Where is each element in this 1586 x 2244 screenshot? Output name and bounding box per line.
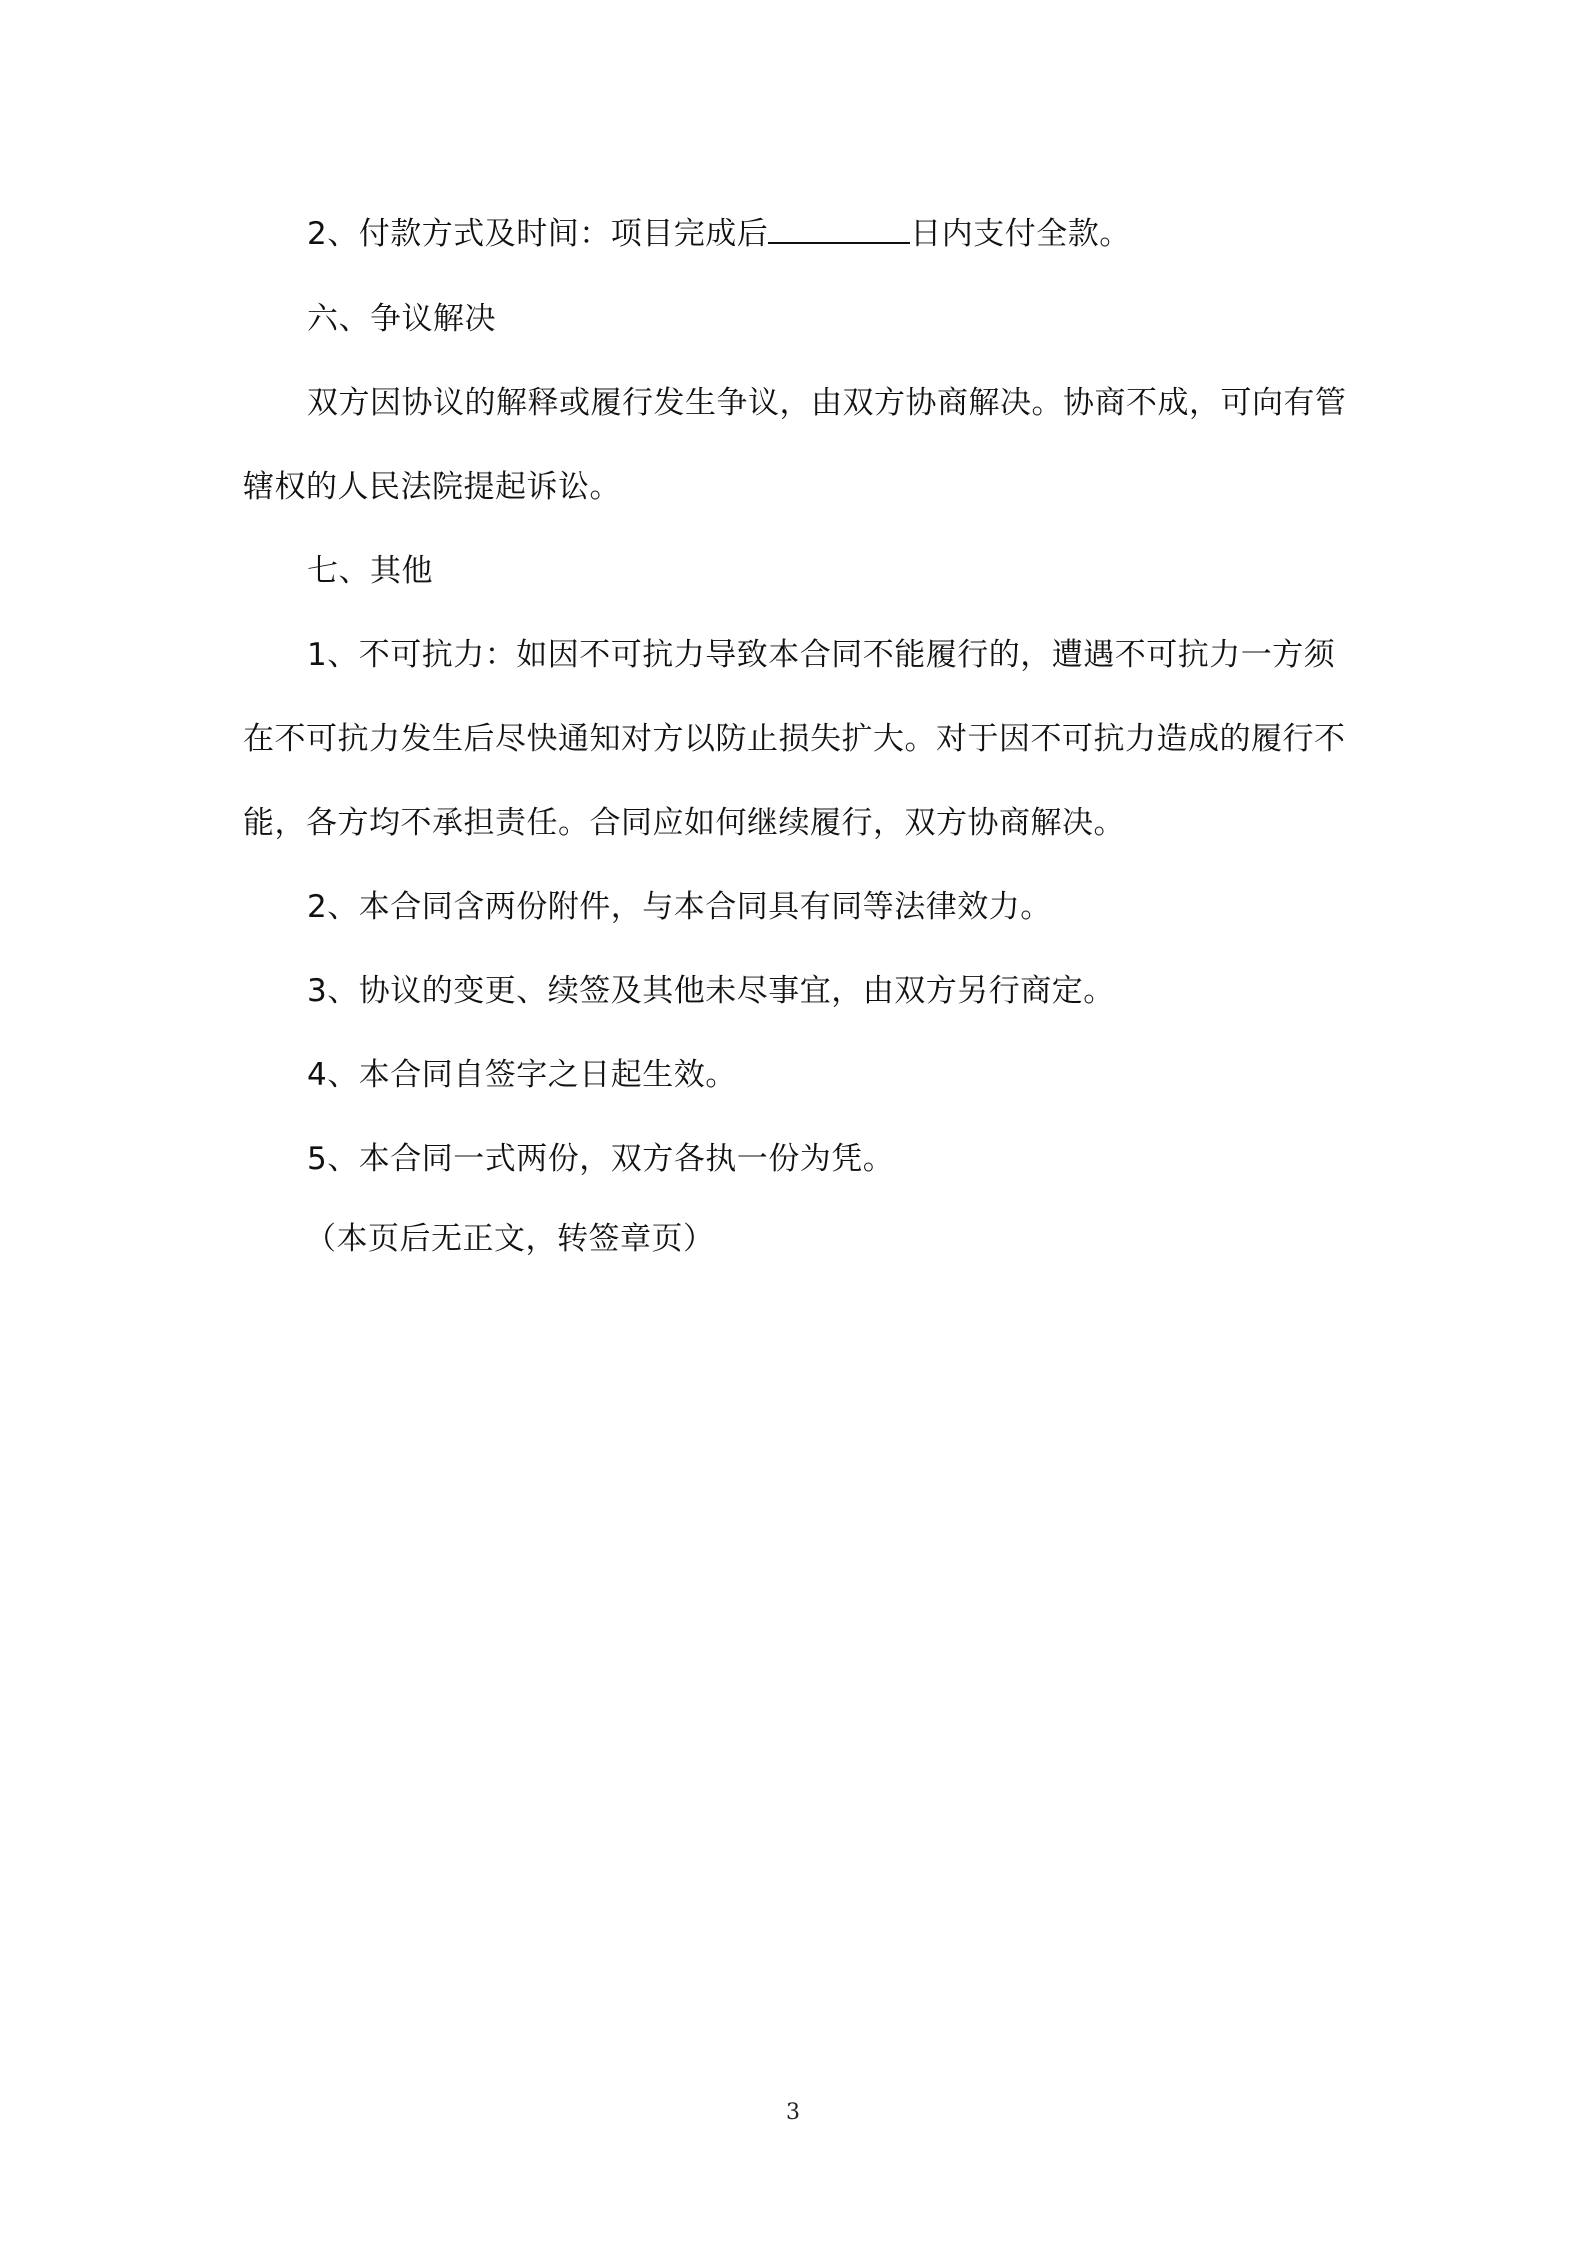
closing-note: （本页后无正文，转签章页）: [305, 1221, 715, 1257]
days-blank-field: [768, 216, 910, 244]
payment-clause-tail: 日内支付全款。: [910, 216, 1131, 252]
attachments-clause: 2、本合同含两份附件，与本合同具有同等法律效力。: [307, 889, 1052, 925]
payment-clause-text: 2、付款方式及时间：项目完成后: [307, 216, 769, 252]
effective-date-clause: 4、本合同自签字之日起生效。: [307, 1057, 737, 1093]
section-heading-dispute: 六、争议解决: [307, 301, 496, 337]
force-majeure-line-1: 1、不可抗力：如因不可抗力导致本合同不能履行的，遭遇不可抗力一方须: [307, 637, 1336, 673]
force-majeure-line-2: 在不可抗力发生后尽快通知对方以防止损失扩大。对于因不可抗力造成的履行不: [243, 721, 1346, 757]
payment-clause: [307, 208, 1131, 253]
amendment-clause: 3、协议的变更、续签及其他未尽事宜，由双方另行商定。: [307, 973, 1115, 1009]
copies-clause: 5、本合同一式两份，双方各执一份为凭。: [307, 1141, 895, 1177]
page-number: 3: [786, 2100, 800, 2125]
force-majeure-line-3: 能，各方均不承担责任。合同应如何继续履行，双方协商解决。: [243, 805, 1125, 841]
dispute-paragraph-line-1: 双方因协议的解释或履行发生争议，由双方协商解决。协商不成，可向有管: [307, 385, 1347, 421]
section-heading-other: 七、其他: [307, 553, 433, 589]
dispute-paragraph-line-2: 辖权的人民法院提起诉讼。: [243, 469, 621, 505]
